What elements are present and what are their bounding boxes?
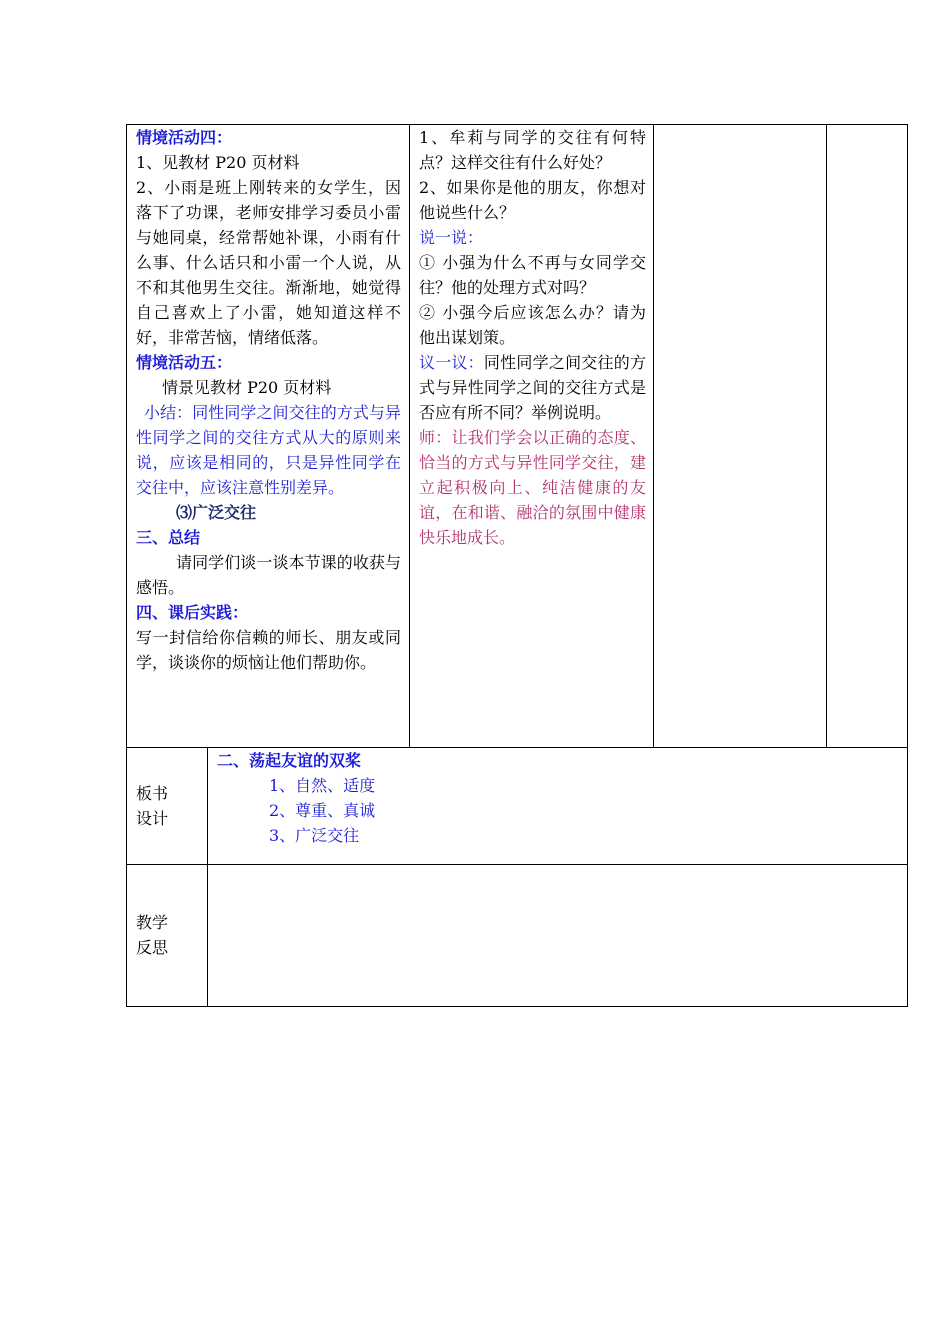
practice-heading: 四、课后实践： bbox=[136, 603, 249, 622]
table-border-left bbox=[126, 124, 127, 1007]
board-label-line-2: 设计 bbox=[136, 809, 169, 828]
questions-cell bbox=[419, 125, 646, 550]
board-item: 2、尊重、真诚 bbox=[269, 801, 376, 820]
reflection-label-line-2: 反思 bbox=[136, 938, 169, 957]
activity-four-item-2: 2、小雨是班上刚转来的女学生，因落下了功课，老师安排学习委员小雷与她同桌，经常帮她补课，小雨有什么事、什么话只和小雷一个人说，从不和其他男生交往。渐渐地，她觉得自己喜欢上了小雷，她知道这样不好，非常苦恼，情绪低落。 bbox=[136, 178, 401, 347]
conclusion-heading: 三、总结 bbox=[136, 528, 201, 547]
col-divider-3 bbox=[826, 124, 827, 748]
activity-five-heading: 情境活动五： bbox=[136, 353, 233, 372]
teaching-reflection-content[interactable] bbox=[217, 869, 897, 1001]
lesson-plan-table bbox=[126, 124, 908, 1007]
broad-interaction-subheading: ⑶广泛交往 bbox=[176, 503, 257, 522]
teacher-remark: 师：让我们学会以正确的态度、恰当的方式与异性同学交往，建立起积极向上、纯洁健康的友谊，在和谐、融洽的氛围中健康快乐地成长。 bbox=[419, 428, 646, 547]
activity-four-item-1: 1、见教材 P20 页材料 bbox=[136, 153, 300, 172]
board-item: 3、广泛交往 bbox=[269, 826, 360, 845]
col-divider-1 bbox=[409, 124, 410, 748]
label-col-divider bbox=[207, 747, 208, 1007]
board-design-label bbox=[136, 781, 196, 831]
activity-four-heading: 情境活动四： bbox=[136, 128, 233, 147]
row-divider-2 bbox=[126, 864, 908, 865]
col-divider-2 bbox=[653, 124, 654, 748]
discuss-heading: 议一议： bbox=[419, 353, 484, 372]
table-border-right bbox=[907, 124, 908, 1007]
teaching-reflection-label bbox=[136, 910, 196, 960]
board-title: 二、荡起友谊的双桨 bbox=[217, 751, 362, 770]
table-border-bottom bbox=[126, 1006, 908, 1007]
discuss-text: 同性同学之间交往的方式与异性同学之间的交往方式是否应有所不同？举例说明。 bbox=[419, 353, 646, 422]
summary-text: 小结：同性同学之间交往的方式与异性同学之间的交往方式从大的原则来说，应该是相同的，只是异性同学在交往中，应该注意性别差异。 bbox=[136, 403, 401, 497]
board-design-content bbox=[217, 748, 897, 848]
practice-text: 写一封信给你信赖的师长、朋友或同学，谈谈你的烦恼让他们帮助你。 bbox=[136, 628, 401, 672]
question-2: 2、如果你是他的朋友，你想对他说些什么？ bbox=[419, 178, 646, 222]
reflection-label-line-1: 教学 bbox=[136, 913, 169, 932]
question-1: 1、牟莉与同学的交往有何特点？这样交往有什么好处？ bbox=[419, 128, 646, 172]
conclusion-text: 请同学们谈一谈本节课的收获与感悟。 bbox=[136, 553, 401, 597]
say-heading: 说一说： bbox=[419, 228, 484, 247]
say-question-2: ② 小强今后应该怎么办？请为他出谋划策。 bbox=[419, 303, 646, 347]
activities-cell bbox=[136, 125, 401, 675]
say-question-1: ① 小强为什么不再与女同学交往？他的处理方式对吗？ bbox=[419, 253, 646, 297]
board-item: 1、自然、适度 bbox=[269, 776, 376, 795]
activity-five-text: 情景见教材 P20 页材料 bbox=[162, 378, 332, 397]
discuss-block bbox=[419, 350, 646, 425]
board-label-line-1: 板书 bbox=[136, 784, 169, 803]
